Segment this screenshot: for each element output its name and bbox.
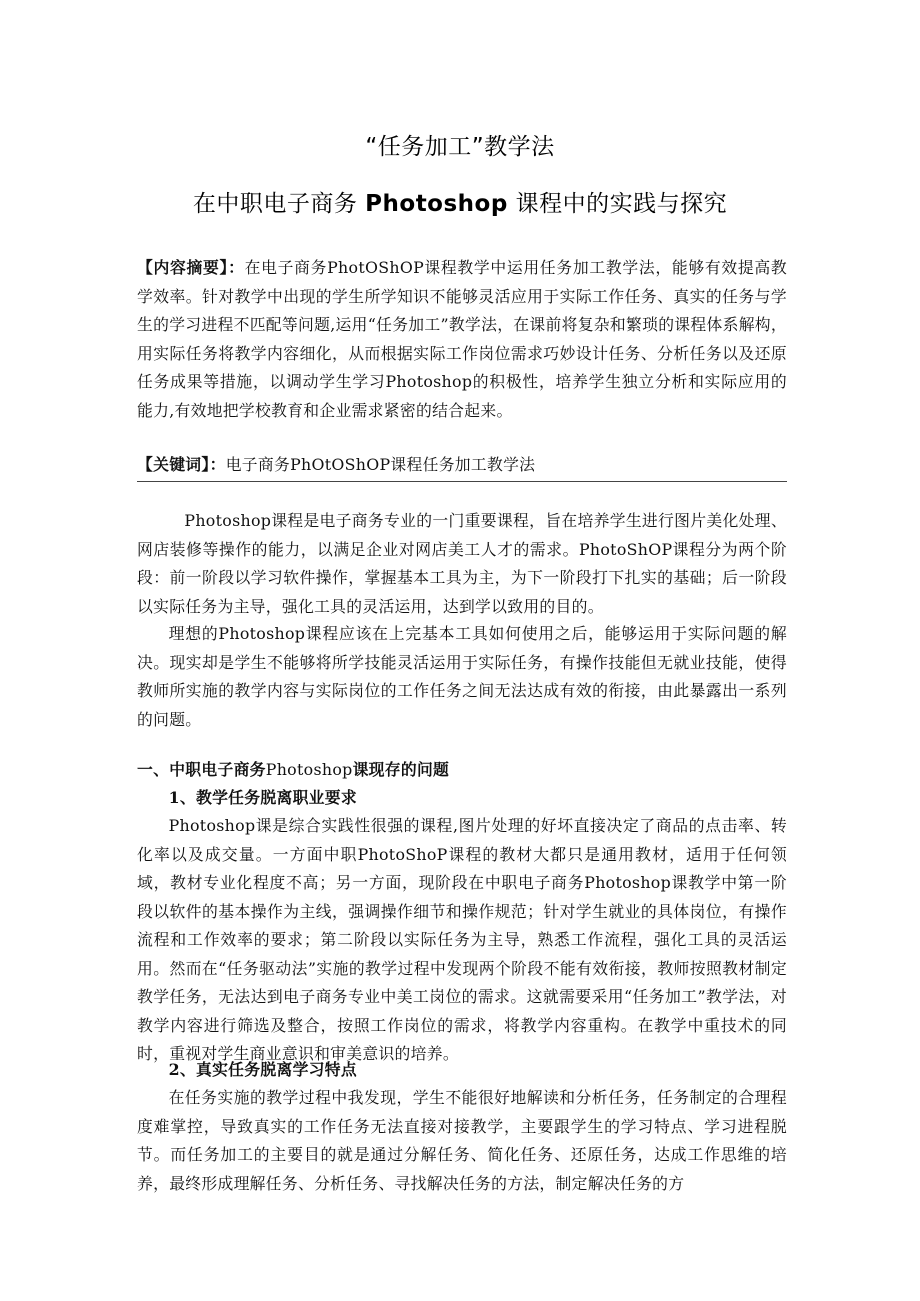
intro-p1: Photoshop课程是电子商务专业的一门重要课程，旨在培养学生进行图片美化处理、网店装修等操作的能力，以满足企业对网店美工人才的需求。PhotoShOP课程分为两个阶段：前一阶段以学习软件操作，掌握基本工具为主，为下一阶段打下扎实的基础；后一阶段以实际任务为主导，强化工具的灵活运用，达到学以致用的目的。 (137, 511, 787, 616)
keywords-label: 【关键词】： (137, 455, 226, 474)
keywords (137, 451, 787, 482)
section-1-p2: 在任务实施的教学过程中我发现，学生不能很好地解读和分析任务，任务制定的合理程度难掌控，导致真实的工作任务无法直接对接教学，主要跟学生的学习特点、学习进程脱节。而任务加工的主要目的就是通过分解任务、简化任务、还原任务，达成工作思维的培养，最终形成理解任务、分析任务、寻找解决任务的方法，制定解决任务的方 (137, 1088, 787, 1193)
section-1-heading (137, 756, 787, 785)
section-1-p1: Photoshop课是综合实践性很强的课程,图片处理的好坏直接决定了商品的点击率、转化率以及成交量。一方面中职PhotoShoP课程的教材大都只是通用教材，适用于任何领域，教材专业化程度不高；另一方面，现阶段在中职电子商务Photoshop课教学中第一阶段以软件的基本操作为主线，强调操作细节和操作规范；针对学生就业的具体岗位，有操作流程和工作效率的要求；第二阶段以实际任务为主导，熟悉工作流程，强化工具的灵活运用。然而在“任务驱动法”实施的教学过程中发现两个阶段不能有效衔接，教师按照教材制定教学任务，无法达到电子商务专业中美工岗位的需求。这就需要采用“任务加工”教学法，对教学内容进行筛选及整合，按照工作岗位的需求，将教学内容重构。在教学中重技术的同时，重视对学生商业意识和审美意识的培养。 (137, 816, 787, 1063)
title-line-2-bold: Photoshop (365, 191, 508, 217)
title-line-2-post: 课程中的实践与探究 (507, 191, 728, 217)
keywords-text: 电子商务PhOtOShOP课程任务加工教学法 (225, 455, 536, 474)
section-1-heading-mid: Photoshop (265, 760, 353, 779)
title-line-1: “任务加工”教学法 (365, 134, 555, 160)
section-1-heading-pre: 一、中职电子商务 (137, 760, 266, 779)
section-1-heading-post: 课现存的问题 (352, 760, 450, 779)
title-line-2-pre: 在中职电子商务 (192, 191, 366, 217)
subsection-2-heading: 2、真实任务脱离学习特点 (168, 1060, 357, 1079)
abstract-label: 【内容摘要】： (137, 258, 245, 277)
section-1-paragraph-1 (137, 812, 787, 1069)
intro-p2: 理想的Photoshop课程应该在上完基本工具如何使用之后，能够运用于实际问题的解决。现实却是学生不能够将所学技能灵活运用于实际任务，有操作技能但无就业技能，使得教师所实施的教学内容与实际岗位的工作任务之间无法达成有效的衔接，由此暴露出一系列的问题。 (137, 624, 787, 729)
intro-paragraph-2 (137, 620, 787, 734)
subsection-1-heading: 1、教学任务脱离职业要求 (168, 788, 357, 807)
abstract (137, 254, 787, 425)
intro-paragraph-1 (137, 507, 787, 621)
title-line-2 (0, 185, 920, 218)
abstract-text: 在电子商务PhotOShOP课程教学中运用任务加工教学法，能够有效提高教学效率。针对教学中出现的学生所学知识不能够灵活应用于实际工作任务、真实的任务与学生的学习进程不匹配等问题,运用“任务加工”教学法，在课前将复杂和繁琐的课程体系解构，用实际任务将教学内容细化，从而根据实际工作岗位需求巧妙设计任务、分析任务以及还原任务成果等措施，以调动学生学习Photoshop的积极性，培养学生独立分析和实际应用的能力,有效地把学校教育和企业需求紧密的结合起来。 (137, 258, 787, 420)
section-1-paragraph-2 (137, 1084, 787, 1198)
